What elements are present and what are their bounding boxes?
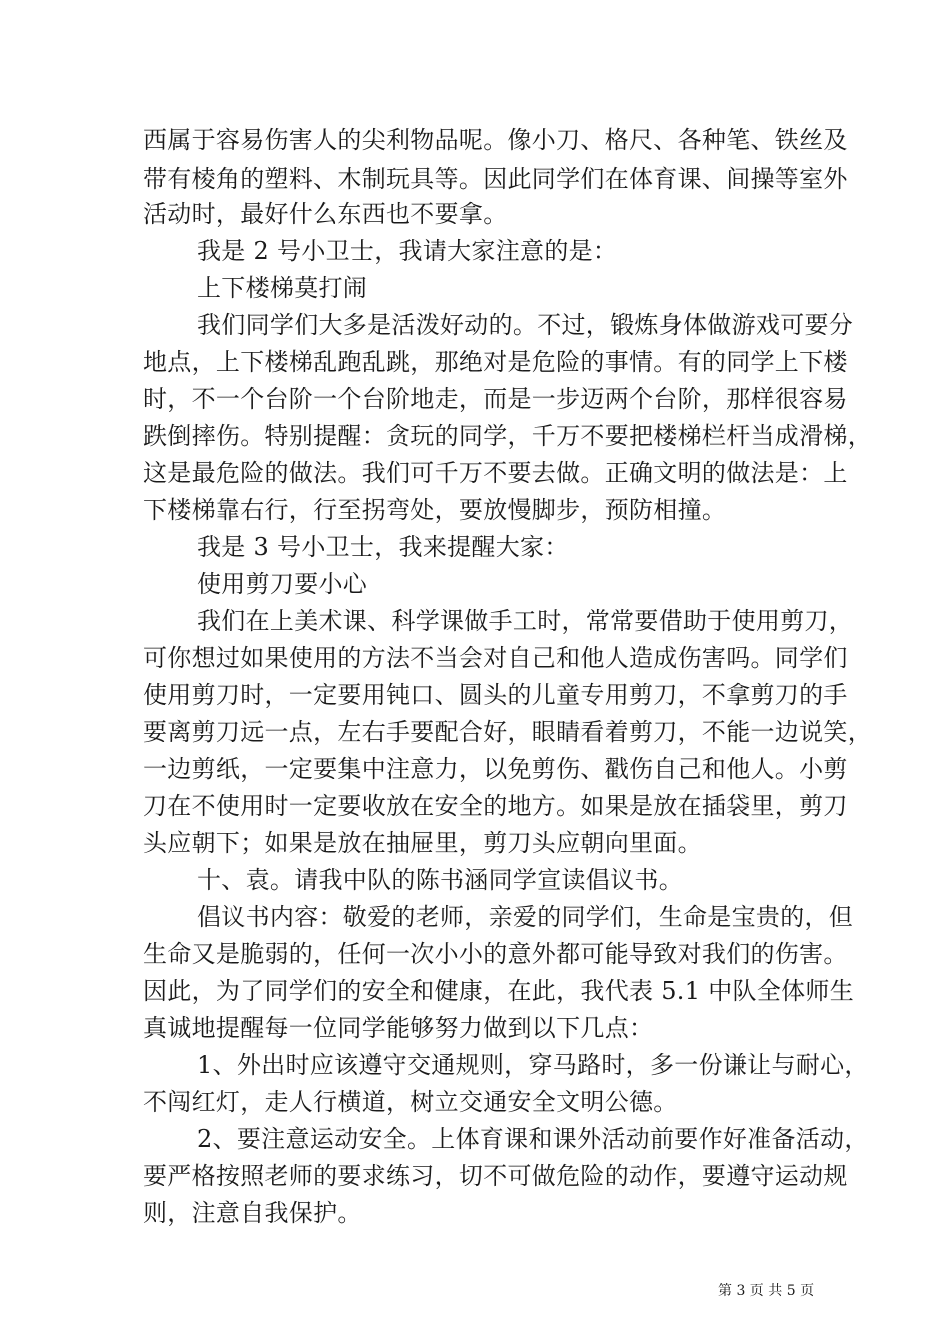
text-line-15: 可你想过如果使用的方法不当会对自己和他人造成伤害吗。同学们 — [143, 644, 848, 672]
page-number-footer: 第 3 页 共 5 页 — [718, 1283, 815, 1299]
text-line-23: 生命又是脆弱的，任何一次小小的意外都可能导致对我们的伤害。 — [143, 940, 848, 968]
text-line-14: 我们在上美术课、科学课做手工时，常常要借助于使用剪刀， — [197, 607, 854, 635]
text-line-30: 则，注意自我保护。 — [143, 1199, 362, 1227]
section-heading-scissors: 使用剪刀要小心 — [197, 570, 368, 598]
list-item-1: 1、外出时应该遵守交通规则，穿马路时，多一份谦让与耐心， — [197, 1051, 869, 1079]
text-line-2: 带有棱角的塑料、木制玩具等。因此同学们在体育课、间操等室外 — [143, 165, 848, 193]
text-line-24: 因此，为了同学们的安全和健康，在此，我代表 5.1 中队全体师生 — [143, 977, 855, 1005]
text-line-8: 时，不一个台阶一个台阶地走，而是一步迈两个台阶，那样很容易 — [143, 385, 848, 413]
text-line-10: 这是最危险的做法。我们可千万不要去做。正确文明的做法是：上 — [143, 459, 848, 487]
text-line-29: 要严格按照老师的要求练习，切不可做危险的动作，要遵守运动规 — [143, 1162, 848, 1190]
section-heading-stairs: 上下楼梯莫打闹 — [197, 274, 368, 302]
text-line-17: 要离剪刀远一点，左右手要配合好，眼睛看着剪刀，不能一边说笑， — [143, 718, 872, 746]
text-line-25: 真诚地提醒每一位同学能够努力做到以下几点： — [143, 1014, 654, 1042]
text-line-7: 地点，上下楼梯乱跑乱跳，那绝对是危险的事情。有的同学上下楼 — [143, 348, 848, 376]
text-line-19: 刀在不使用时一定要收放在安全的地方。如果是放在插袋里，剪刀 — [143, 792, 848, 820]
text-line-3: 活动时，最好什么东西也不要拿。 — [143, 200, 508, 228]
text-line-22: 倡议书内容：敬爱的老师，亲爱的同学们，生命是宝贵的，但 — [197, 903, 854, 931]
text-line-4: 我是 2 号小卫士，我请大家注意的是： — [197, 237, 618, 265]
text-line-20: 头应朝下；如果是放在抽屉里，剪刀头应朝向里面。 — [143, 829, 702, 857]
list-item-2: 2、要注意运动安全。上体育课和课外活动前要作好准备活动， — [197, 1125, 869, 1153]
text-line-16: 使用剪刀时，一定要用钝口、圆头的儿童专用剪刀，不拿剪刀的手 — [143, 681, 848, 709]
text-line-9: 跌倒摔伤。特别提醒：贪玩的同学，千万不要把楼梯栏杆当成滑梯， — [143, 422, 872, 450]
text-line-1: 西属于容易伤害人的尖利物品呢。像小刀、格尺、各种笔、铁丝及 — [143, 126, 848, 154]
text-line-21: 十、袁。请我中队的陈书涵同学宣读倡议书。 — [197, 866, 683, 894]
text-line-18: 一边剪纸，一定要集中注意力，以免剪伤、戳伤自己和他人。小剪 — [143, 755, 848, 783]
text-line-12: 我是 3 号小卫士，我来提醒大家： — [197, 533, 569, 561]
text-line-11: 下楼梯靠右行，行至拐弯处，要放慢脚步，预防相撞。 — [143, 496, 727, 524]
text-line-27: 不闯红灯，走人行横道，树立交通安全文明公德。 — [143, 1088, 678, 1116]
text-line-6: 我们同学们大多是活泼好动的。不过，锻炼身体做游戏可要分 — [197, 311, 854, 339]
